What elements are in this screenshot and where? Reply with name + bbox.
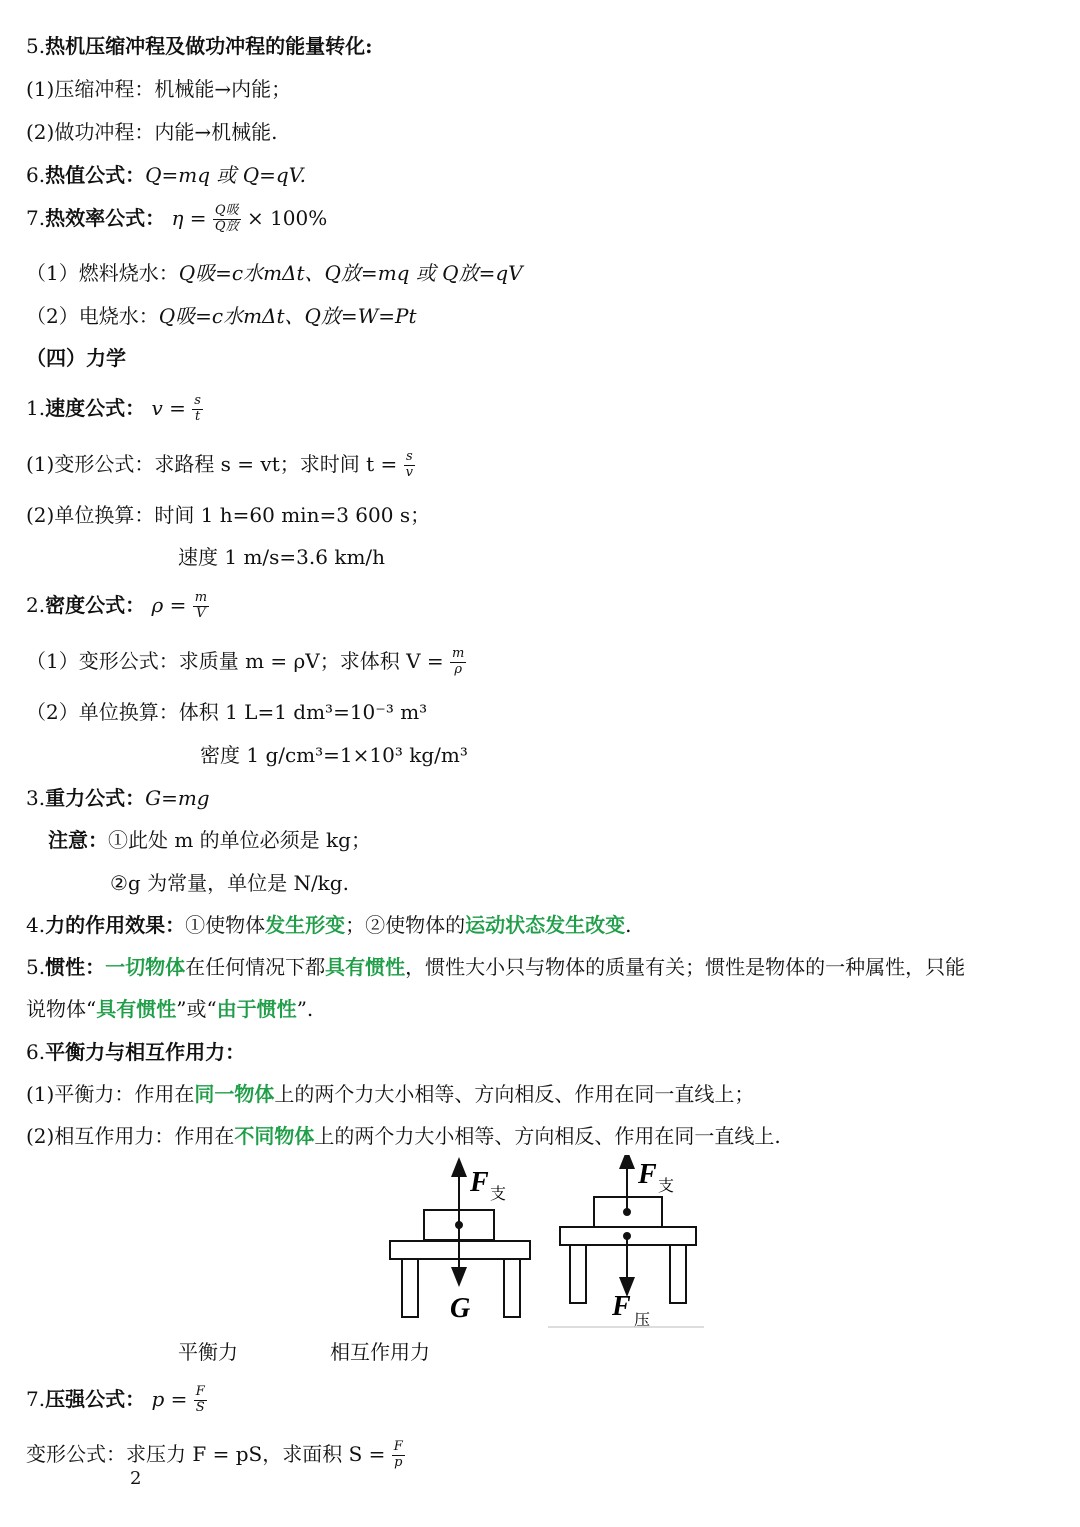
heat-item-6: 6.热值公式：Q=mq 或 Q=qV. — [26, 163, 306, 187]
right-bottom-sub: 压 — [634, 1310, 651, 1329]
mechanics-heading: （四）力学 — [26, 346, 126, 370]
balance-heading: 6.平衡力与相互作用力： — [26, 1040, 246, 1064]
balanced-force-def: (1)平衡力：作用在同一物体上的两个力大小相等、方向相反、作用在同一直线上； — [26, 1082, 755, 1106]
density-variant: （1）变形公式：求质量 m = ρV；求体积 V = $\frac{m}{\rho}$ — [26, 646, 465, 677]
heat-item-7-1: （1）燃料烧水：Q吸=c水mΔt、Q放=mq 或 Q放=qV — [26, 261, 523, 285]
heat-item-5: 5.热机压缩冲程及做功冲程的能量转化: — [26, 34, 373, 58]
right-top-sub: 支 — [658, 1176, 675, 1195]
speed-unit-speed: 速度 1 m/s=3.6 km/h — [178, 545, 386, 569]
heat-item-5-2: (2)做功冲程：内能→机械能. — [26, 120, 278, 144]
caption-balanced: 平衡力 — [178, 1340, 238, 1364]
interaction-force-figure — [560, 1159, 696, 1303]
inertia-line-2: 说物体“具有惯性”或“由于惯性”. — [26, 997, 314, 1021]
heat-item-5-1: (1)压缩冲程：机械能→内能； — [26, 77, 292, 101]
left-top-label: F — [470, 1167, 489, 1198]
heat-item-7: 7.热效率公式： η = $\frac{\text{Q吸}}{\text{Q放}}$ × 100% — [26, 203, 328, 234]
left-bottom-label: G — [450, 1293, 471, 1324]
page-number: 2 — [130, 1468, 142, 1489]
note-1: 注意：①此处 m 的单位必须是 kg； — [48, 828, 371, 852]
speed-formula: 1.速度公式： v = $\frac{s}{t}$ — [26, 393, 201, 424]
force-effect: 4.力的作用效果：①使物体发生形变；②使物体的运动状态发生改变. — [26, 913, 632, 937]
density-formula: 2.密度公式： ρ = $\frac{m}{V}$ — [26, 590, 208, 621]
left-top-sub: 支 — [490, 1184, 507, 1203]
caption-interaction: 相互作用力 — [330, 1340, 430, 1364]
speed-unit-time: (2)单位换算：时间 1 h=60 min=3 600 s； — [26, 503, 431, 527]
pressure-variant: 变形公式：求压力 F = pS，求面积 S = $\frac{F}{p}$ — [26, 1439, 403, 1470]
density-unit-density: 密度 1 g/cm³=1×10³ kg/m³ — [200, 743, 468, 767]
speed-variant: (1)变形公式：求路程 s = vt；求时间 t = $\frac{s}{v}$ — [26, 449, 413, 480]
right-bottom-label: F — [612, 1291, 631, 1322]
gravity-formula: 3.重力公式：G=mg — [26, 786, 210, 810]
efficiency-fraction: $\frac{\text{Q吸}}{\text{Q放}}$ — [214, 203, 239, 234]
interaction-force-def: (2)相互作用力：作用在不同物体上的两个力大小相等、方向相反、作用在同一直线上. — [26, 1124, 781, 1148]
pressure-formula: 7.压强公式： p = $\frac{F}{S}$ — [26, 1384, 205, 1415]
density-unit-volume: （2）单位换算：体积 1 L=1 dm³=10⁻³ m³ — [26, 700, 428, 724]
force-diagram — [386, 1155, 706, 1330]
right-top-label: F — [638, 1159, 657, 1190]
heat-item-7-2: （2）电烧水：Q吸=c水mΔt、Q放=W=Pt — [26, 304, 417, 328]
inertia-line-1: 5.惯性：一切物体在任何情况下都具有惯性，惯性大小只与物体的质量有关；惯性是物体的一种属性，只能 — [26, 955, 966, 979]
note-2: ②g 为常量，单位是 N/kg. — [110, 871, 349, 895]
